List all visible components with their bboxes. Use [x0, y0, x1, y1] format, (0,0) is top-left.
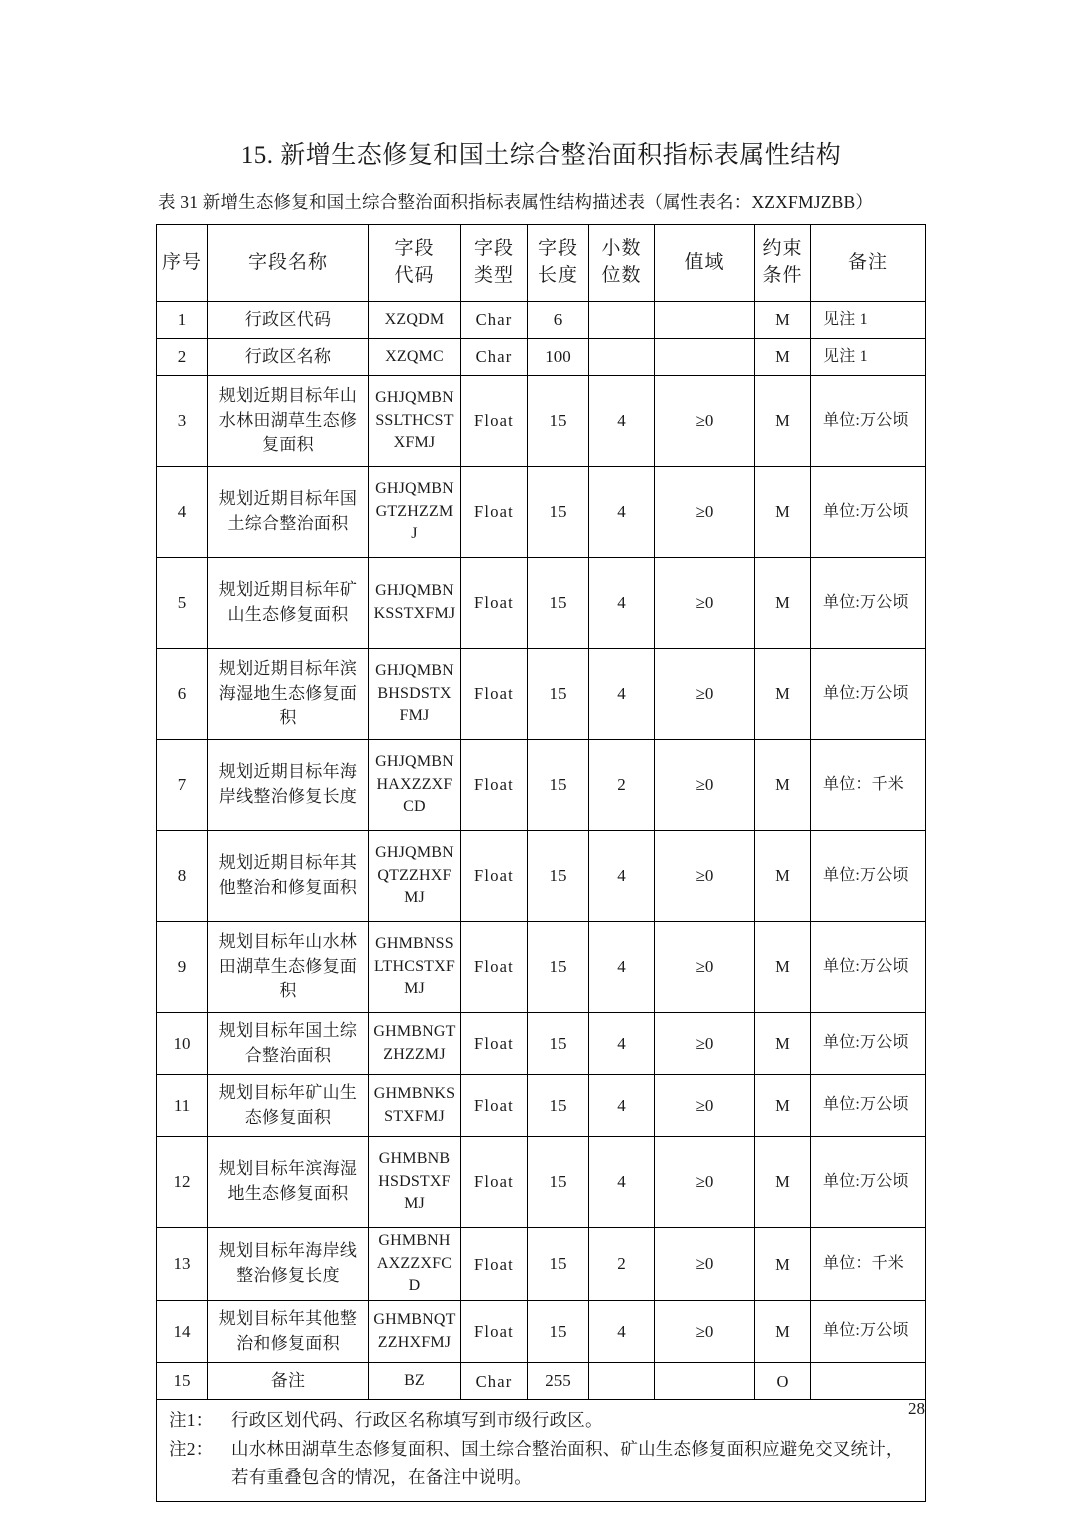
column-header-field-code-line1: 字段 [394, 238, 435, 260]
cell-field-name: 规划近期目标年其他整治和修复面积 [208, 831, 369, 922]
cell-field-name: 备注 [208, 1363, 369, 1400]
cell-constraint: M [755, 1013, 811, 1075]
cell-remark: 单位:万公顷 [811, 831, 926, 922]
cell-remark: 见注 1 [811, 302, 926, 339]
cell-remark: 单位:万公顷 [811, 558, 926, 649]
cell-field-code: GHJQMBNBHSDSTXFMJ [369, 649, 461, 740]
cell-field-type: Float [461, 376, 528, 467]
cell-decimals: 4 [589, 1137, 655, 1228]
cell-seq: 6 [157, 649, 208, 740]
cell-decimals: 4 [589, 831, 655, 922]
cell-field-length: 15 [528, 922, 589, 1013]
cell-constraint: M [755, 649, 811, 740]
cell-field-name: 规划目标年海岸线整治修复长度 [208, 1228, 369, 1301]
column-header-field-name: 字段名称 [208, 225, 369, 302]
table-row [157, 558, 926, 649]
table-row [157, 1301, 926, 1363]
column-header-constraint-line1: 约束 [762, 238, 803, 260]
table-row [157, 339, 926, 376]
table-row [157, 1137, 926, 1228]
cell-value-range: ≥0 [655, 1228, 755, 1301]
column-header-field-code-line2: 代码 [394, 265, 435, 286]
cell-constraint: M [755, 339, 811, 376]
cell-field-name: 规划近期目标年滨海湿地生态修复面积 [208, 649, 369, 740]
cell-seq: 9 [157, 922, 208, 1013]
cell-remark: 单位:万公顷 [811, 649, 926, 740]
cell-field-code: GHJQMBNKSSTXFMJ [369, 558, 461, 649]
cell-field-name: 规划目标年山水林田湖草生态修复面积 [208, 922, 369, 1013]
cell-decimals: 4 [589, 376, 655, 467]
cell-remark: 单位:万公顷 [811, 1137, 926, 1228]
table-header [157, 225, 926, 302]
cell-constraint: M [755, 922, 811, 1013]
cell-seq: 12 [157, 1137, 208, 1228]
cell-seq: 11 [157, 1075, 208, 1137]
cell-field-type: Float [461, 558, 528, 649]
cell-decimals [589, 339, 655, 376]
cell-remark: 单位：千米 [811, 740, 926, 831]
column-header-remark: 备注 [811, 225, 926, 302]
cell-seq: 4 [157, 467, 208, 558]
cell-value-range: ≥0 [655, 649, 755, 740]
column-header-decimals [589, 225, 655, 302]
cell-seq: 2 [157, 339, 208, 376]
cell-value-range [655, 339, 755, 376]
cell-value-range: ≥0 [655, 831, 755, 922]
cell-constraint: M [755, 831, 811, 922]
cell-constraint: M [755, 1137, 811, 1228]
cell-field-type: Char [461, 339, 528, 376]
cell-value-range: ≥0 [655, 1013, 755, 1075]
cell-field-code: GHJQMBNGTZHZZMJ [369, 467, 461, 558]
cell-field-code: GHMBNBHSDSTXFMJ [369, 1137, 461, 1228]
cell-seq: 8 [157, 831, 208, 922]
column-header-field-type [461, 225, 528, 302]
cell-field-name: 规划目标年矿山生态修复面积 [208, 1075, 369, 1137]
cell-value-range [655, 302, 755, 339]
column-header-constraint [755, 225, 811, 302]
cell-seq: 10 [157, 1013, 208, 1075]
cell-value-range: ≥0 [655, 1075, 755, 1137]
page-title: 15. 新增生态修复和国土综合整治面积指标表属性结构 [240, 142, 842, 169]
cell-field-name: 行政区名称 [208, 339, 369, 376]
table-body [157, 302, 926, 1502]
cell-remark: 单位：千米 [811, 1228, 926, 1301]
attribute-structure-table [156, 224, 926, 1502]
cell-seq: 13 [157, 1228, 208, 1301]
cell-constraint: O [755, 1363, 811, 1400]
table-row [157, 376, 926, 467]
cell-constraint: M [755, 558, 811, 649]
cell-decimals: 4 [589, 1075, 655, 1137]
cell-field-length: 15 [528, 1137, 589, 1228]
column-header-decimals-line2: 位数 [601, 265, 642, 286]
table-caption: 表 31 新增生态修复和国土综合整治面积指标表属性结构描述表（属性表名：XZXFMJZBB） [158, 192, 874, 212]
cell-field-type: Float [461, 740, 528, 831]
column-header-field-length-line1: 字段 [537, 238, 578, 260]
cell-field-length: 15 [528, 1013, 589, 1075]
cell-decimals [589, 302, 655, 339]
cell-value-range: ≥0 [655, 467, 755, 558]
footnote-1-label: 注1： [169, 1410, 214, 1431]
cell-field-length: 6 [528, 302, 589, 339]
cell-field-name: 行政区代码 [208, 302, 369, 339]
cell-field-code: GHMBNGTZHZZMJ [369, 1013, 461, 1075]
cell-constraint: M [755, 1301, 811, 1363]
column-header-field-type-line1: 字段 [473, 238, 514, 260]
cell-field-type: Char [461, 1363, 528, 1400]
cell-field-length: 15 [528, 558, 589, 649]
cell-constraint: M [755, 376, 811, 467]
cell-constraint: M [755, 467, 811, 558]
column-header-value-range: 值域 [655, 225, 755, 302]
table-row [157, 922, 926, 1013]
cell-value-range: ≥0 [655, 740, 755, 831]
cell-field-code: GHJQMBNSSLTHCSTXFMJ [369, 376, 461, 467]
cell-remark: 单位:万公顷 [811, 376, 926, 467]
cell-field-code: GHMBNHAXZZXFCD [369, 1228, 461, 1301]
cell-field-length: 15 [528, 467, 589, 558]
cell-decimals: 4 [589, 1013, 655, 1075]
cell-remark [811, 1363, 926, 1400]
footnote-2-label: 注2： [169, 1438, 214, 1459]
page-number: 28 [908, 1399, 925, 1418]
cell-field-name: 规划近期目标年国土综合整治面积 [208, 467, 369, 558]
table-row [157, 649, 926, 740]
cell-decimals: 4 [589, 558, 655, 649]
table-row [157, 740, 926, 831]
cell-field-name: 规划目标年国土综合整治面积 [208, 1013, 369, 1075]
cell-field-length: 15 [528, 1301, 589, 1363]
cell-field-length: 15 [528, 831, 589, 922]
column-header-field-length-line2: 长度 [537, 265, 578, 286]
cell-field-type: Float [461, 1137, 528, 1228]
column-header-field-type-line2: 类型 [473, 265, 514, 286]
column-header-constraint-line2: 条件 [762, 265, 803, 286]
cell-remark: 单位:万公顷 [811, 467, 926, 558]
cell-decimals: 2 [589, 740, 655, 831]
cell-field-code: GHJQMBNQTZZHXFMJ [369, 831, 461, 922]
cell-decimals: 4 [589, 467, 655, 558]
cell-field-length: 255 [528, 1363, 589, 1400]
table-header-row [157, 225, 926, 302]
table-row [157, 1075, 926, 1137]
cell-decimals: 4 [589, 1301, 655, 1363]
cell-field-name: 规划目标年其他整治和修复面积 [208, 1301, 369, 1363]
cell-value-range: ≥0 [655, 1137, 755, 1228]
footnote-2 [169, 1435, 915, 1463]
cell-remark: 单位:万公顷 [811, 1301, 926, 1363]
cell-seq: 14 [157, 1301, 208, 1363]
cell-decimals [589, 1363, 655, 1400]
footnote-1-text: 行政区划代码、行政区名称填写到市级行政区。 [231, 1410, 603, 1431]
cell-field-name: 规划目标年滨海湿地生态修复面积 [208, 1137, 369, 1228]
cell-field-code: BZ [369, 1363, 461, 1400]
cell-value-range [655, 1363, 755, 1400]
cell-value-range: ≥0 [655, 376, 755, 467]
cell-seq: 3 [157, 376, 208, 467]
cell-field-length: 100 [528, 339, 589, 376]
cell-seq: 5 [157, 558, 208, 649]
cell-field-type: Float [461, 1075, 528, 1137]
cell-field-length: 15 [528, 1228, 589, 1301]
cell-constraint: M [755, 740, 811, 831]
column-header-field-length [528, 225, 589, 302]
table-row [157, 1363, 926, 1400]
cell-value-range: ≥0 [655, 1301, 755, 1363]
cell-field-length: 15 [528, 649, 589, 740]
table-row [157, 831, 926, 922]
cell-field-type: Float [461, 1228, 528, 1301]
cell-seq: 7 [157, 740, 208, 831]
cell-field-name: 规划近期目标年海岸线整治修复长度 [208, 740, 369, 831]
table-row [157, 302, 926, 339]
cell-field-type: Float [461, 649, 528, 740]
cell-field-length: 15 [528, 740, 589, 831]
cell-field-name: 规划近期目标年山水林田湖草生态修复面积 [208, 376, 369, 467]
table-row [157, 1013, 926, 1075]
cell-decimals: 2 [589, 1228, 655, 1301]
cell-field-type: Char [461, 302, 528, 339]
cell-seq: 1 [157, 302, 208, 339]
cell-field-code: GHMBNQTZZHXFMJ [369, 1301, 461, 1363]
cell-field-type: Float [461, 922, 528, 1013]
cell-remark: 单位:万公顷 [811, 922, 926, 1013]
cell-field-code: GHJQMBNHAXZZXFCD [369, 740, 461, 831]
footnote-2-continued [169, 1463, 915, 1491]
cell-field-length: 15 [528, 1075, 589, 1137]
cell-seq: 15 [157, 1363, 208, 1400]
column-header-field-code [369, 225, 461, 302]
cell-decimals: 4 [589, 649, 655, 740]
footnote-2-text-line1: 山水林田湖草生态修复面积、国土综合整治面积、矿山生态修复面积应避免交叉统计， [231, 1438, 904, 1459]
cell-constraint: M [755, 1228, 811, 1301]
footnote-2-text-line2: 若有重叠包含的情况，在备注中说明。 [231, 1466, 532, 1487]
cell-field-type: Float [461, 1301, 528, 1363]
cell-field-code: XZQDM [369, 302, 461, 339]
column-header-decimals-line1: 小数 [601, 238, 642, 260]
cell-remark: 见注 1 [811, 339, 926, 376]
cell-field-code: GHMBNKSSTXFMJ [369, 1075, 461, 1137]
cell-constraint: M [755, 1075, 811, 1137]
cell-remark: 单位:万公顷 [811, 1013, 926, 1075]
table-row [157, 1228, 926, 1301]
table-row [157, 467, 926, 558]
cell-constraint: M [755, 302, 811, 339]
cell-field-length: 15 [528, 376, 589, 467]
cell-field-type: Float [461, 467, 528, 558]
cell-value-range: ≥0 [655, 558, 755, 649]
cell-decimals: 4 [589, 922, 655, 1013]
cell-field-code: XZQMC [369, 339, 461, 376]
cell-value-range: ≥0 [655, 922, 755, 1013]
cell-field-name: 规划近期目标年矿山生态修复面积 [208, 558, 369, 649]
cell-field-type: Float [461, 831, 528, 922]
cell-field-type: Float [461, 1013, 528, 1075]
column-header-seq: 序号 [157, 225, 208, 302]
cell-remark: 单位:万公顷 [811, 1075, 926, 1137]
cell-field-code: GHMBNSSLTHCSTXFMJ [369, 922, 461, 1013]
